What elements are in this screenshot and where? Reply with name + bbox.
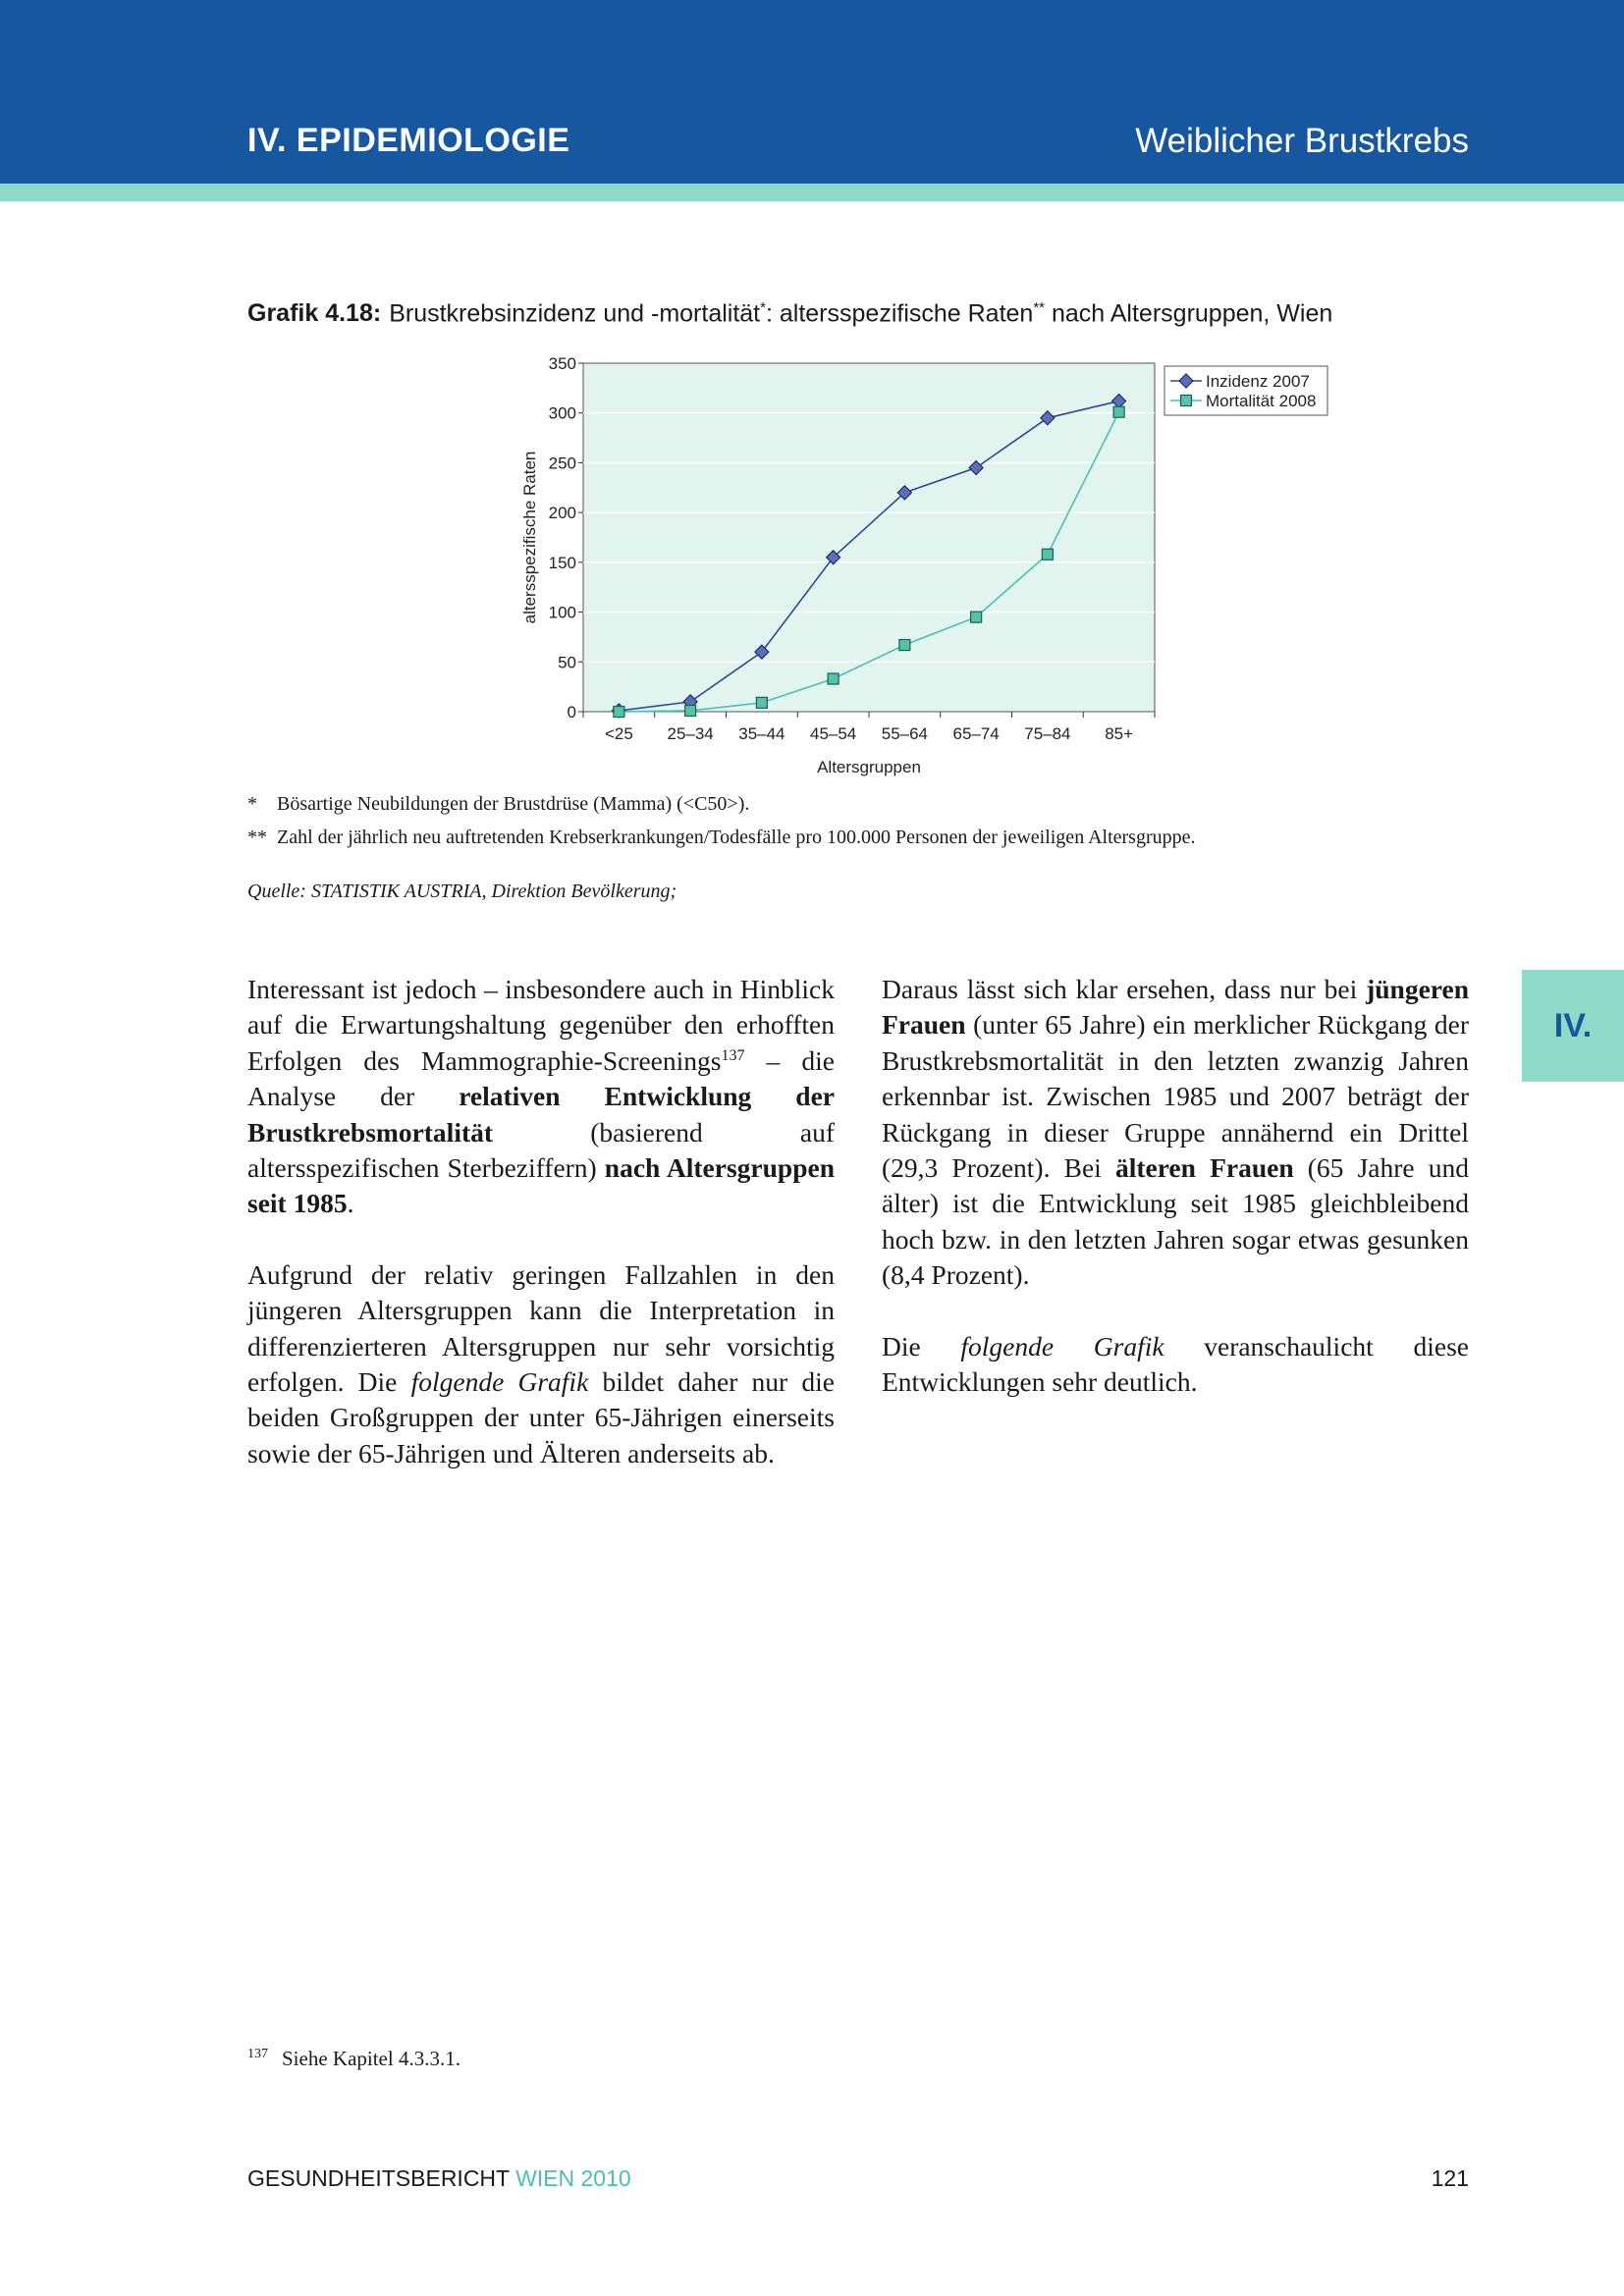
footnote-2-text: Zahl der jährlich neu auftretenden Krebserkrankungen/Todesfälle pro 100.000 Personen der jeweiligen Altersgruppe.: [277, 827, 1196, 848]
y-tick-label: 250: [548, 454, 576, 473]
footer-title-accent: WIEN 2010: [515, 2165, 631, 2191]
y-tick-label: 150: [548, 553, 576, 572]
legend-swatch-marker: [1181, 396, 1192, 406]
bold-run: nach Altersgruppen seit 1985: [247, 1152, 835, 1219]
text-run: Die: [882, 1330, 961, 1362]
footnote-2: [247, 827, 1196, 849]
footer-title: GESUNDHEITSBERICHT: [247, 2165, 516, 2191]
x-tick-label: 55–64: [881, 724, 929, 743]
x-tick-label: 45–54: [809, 724, 857, 743]
text-run: Aufgrund der relativ geringen Fallzahlen in den jüngeren Altersgruppen kann die Interpretation in differenzierteren Altersgruppen nur sehr vorsichtig erfolgen. Die: [247, 1258, 835, 1398]
text-run: (basierend auf altersspezifischen Sterbeziffern): [247, 1116, 835, 1184]
text-run: bildet daher nur die beiden Großgruppen der unter 65-Jährigen einerseits sowie der 65-Jährigen und Älteren anderseits ab.: [247, 1366, 835, 1468]
right-paragraph-2: [882, 1329, 1469, 1401]
caption-text-3: nach Altersgruppen, Wien: [1045, 299, 1333, 328]
left-paragraph-1: [247, 972, 835, 1222]
body-column-right: [882, 972, 1469, 1435]
caption-text-1: Brustkrebsinzidenz und -mortalität: [389, 299, 761, 328]
x-tick-label: 25–34: [667, 724, 714, 743]
text-run: .: [347, 1188, 354, 1219]
caption-text-2: : altersspezifische Raten: [765, 299, 1034, 328]
x-tick-label: 65–74: [952, 724, 1000, 743]
text-run: Daraus lässt sich klar ersehen, dass nur bei: [882, 974, 1367, 1004]
text-run: (unter 65 Jahre) ein merklicher Rückgang der Brustkrebsmortalität in den letzten zwanzig Jahren erkennbar ist. Zwischen 1985 und 2007 beträgt der Rückgang in dieser Gruppe annähernd ein Drittel (29,3 Prozent). Bei: [882, 1009, 1469, 1184]
header-accent-stripe: [0, 184, 1624, 201]
text-run: Interessant ist jedoch – insbesondere auch in Hinblick auf die Erwartungshaltung gegenüber den erhofften Erfolgen des Mammographie-Screenings: [247, 974, 835, 1076]
page-footnote-text: Siehe Kapitel 4.3.3.1.: [282, 2047, 460, 2070]
x-axis-label: Altersgruppen: [817, 758, 921, 776]
left-paragraph-2: [247, 1257, 835, 1471]
y-tick-label: 0: [567, 703, 576, 721]
text-run: veranschaulicht diese Entwicklungen sehr deutlich.: [882, 1330, 1469, 1398]
chapter-side-tab: IV.: [1522, 970, 1624, 1082]
line-chart: [511, 348, 1335, 780]
y-tick-label: 50: [558, 653, 576, 672]
bold-run: relativen Entwicklung der Brustkrebsmortalität: [247, 1081, 835, 1148]
text-run: – die Analyse der: [247, 1044, 835, 1112]
y-tick-label: 100: [548, 603, 576, 622]
y-tick-label: 300: [548, 403, 576, 423]
right-paragraph-1: [882, 972, 1469, 1294]
page-footnote-number: 137: [247, 2047, 268, 2061]
section-title: IV. EPIDEMIOLOGIE: [247, 122, 570, 159]
caption-sup-2: **: [1033, 299, 1046, 316]
mortality-data-point: [756, 697, 767, 708]
body-column-left: [247, 972, 835, 1507]
italic-run: folgende Grafik: [960, 1330, 1164, 1362]
footnote-2-mark: **: [247, 827, 267, 848]
footnote-ref-137: 137: [721, 1046, 745, 1064]
mortality-data-point: [828, 673, 839, 684]
mortality-data-point: [685, 705, 696, 716]
x-tick-label: 85+: [1105, 724, 1134, 743]
y-tick-label: 350: [548, 354, 576, 373]
figure-caption: [247, 299, 1332, 328]
mortality-data-point: [899, 640, 910, 651]
legend-entry: Inzidenz 2007: [1206, 372, 1310, 391]
italic-run: folgende Grafik: [410, 1366, 589, 1398]
footnote-1: [247, 793, 749, 816]
caption-label: Grafik 4.18:: [247, 299, 382, 328]
footnote-1-text: Bösartige Neubildungen der Brustdrüse (Mamma) (<C50>).: [277, 793, 750, 815]
y-axis-label: altersspezifische Raten: [520, 451, 539, 624]
y-tick-label: 200: [548, 504, 576, 523]
footnote-1-mark: *: [247, 793, 257, 815]
plot-area: [583, 363, 1155, 712]
x-tick-label: <25: [604, 724, 633, 743]
mortality-data-point: [614, 707, 624, 718]
text-run: (65 Jahre und älter) ist die Entwicklung seit 1985 gleichbleibend hoch bzw. in den letzten Jahren sogar etwas gesunken (8,4 Prozent).: [882, 1152, 1469, 1291]
page-number: 121: [1431, 2165, 1469, 2191]
page-footnote: [247, 2047, 460, 2071]
legend-entry: Mortalität 2008: [1206, 392, 1317, 410]
bold-run: älteren Frauen: [1114, 1152, 1294, 1184]
source-note: Quelle: STATISTIK AUSTRIA, Direktion Bevölkerung;: [247, 881, 677, 902]
caption-sup-1: *: [760, 299, 766, 316]
x-tick-label: 75–84: [1024, 724, 1071, 743]
mortality-data-point: [1042, 549, 1053, 560]
x-tick-label: 35–44: [738, 724, 785, 743]
mortality-data-point: [971, 612, 982, 622]
footer-publication: [247, 2165, 631, 2192]
topic-title: Weiblicher Brustkrebs: [1135, 122, 1469, 160]
bold-run: jüngeren Frauen: [882, 974, 1469, 1041]
mortality-data-point: [1113, 406, 1124, 417]
